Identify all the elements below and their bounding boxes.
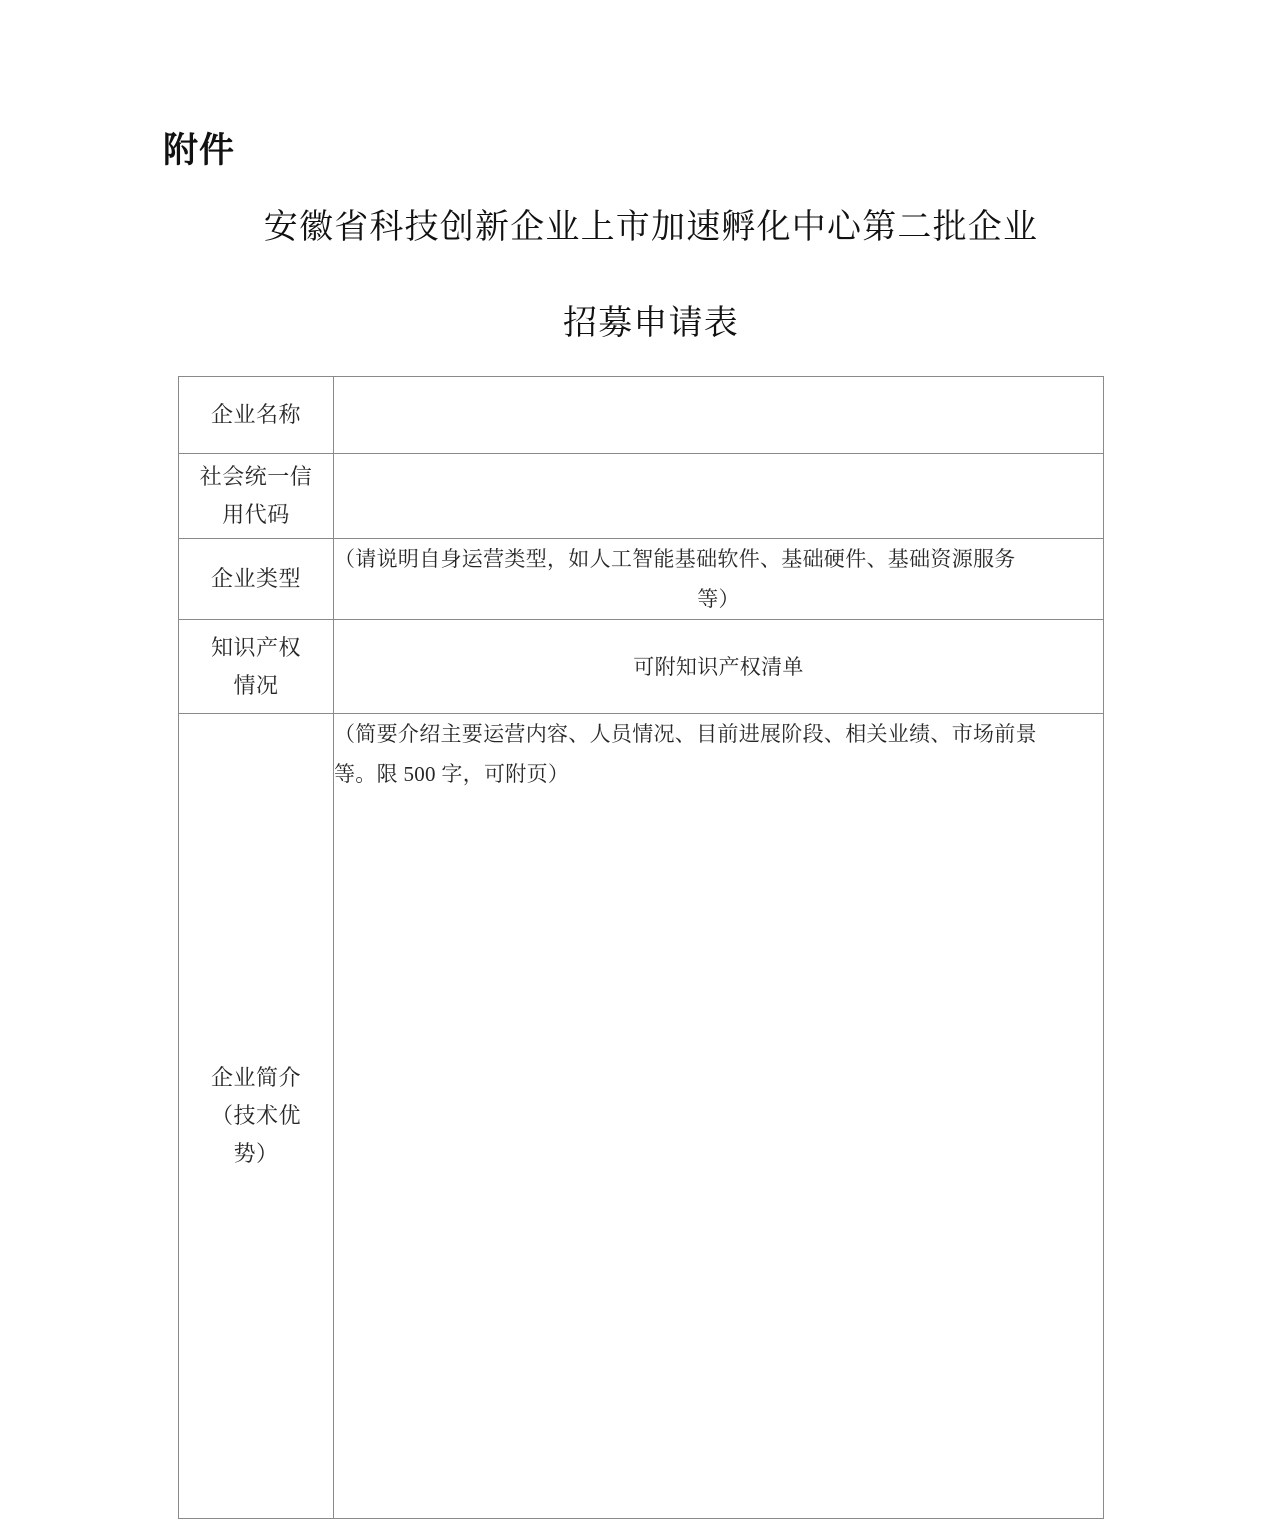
row-label-company-profile xyxy=(179,714,334,1519)
title-line-secondary: 招募申请表 xyxy=(563,305,739,342)
row-value-ip-status[interactable] xyxy=(334,620,1104,714)
label-line: 势） xyxy=(233,1141,279,1166)
row-value-company-name[interactable] xyxy=(334,377,1104,454)
table-row xyxy=(179,620,1104,714)
label-line: 社会统一信 xyxy=(199,464,313,489)
label-line: 用代码 xyxy=(222,502,290,527)
label-line: （技术优 xyxy=(210,1103,301,1128)
hint-line: 等。限 500 字，可附页） xyxy=(334,762,570,786)
hint-line: 可附知识产权清单 xyxy=(633,654,804,679)
row-value-company-type[interactable] xyxy=(334,539,1104,620)
label-line: 企业简介 xyxy=(210,1065,301,1090)
hint-line: （简要介绍主要运营内容、人员情况、目前进展阶段、相关业绩、市场前景 xyxy=(334,722,1037,746)
table-row xyxy=(179,454,1104,539)
row-label-company-type xyxy=(179,539,334,620)
label-line: 情况 xyxy=(233,672,279,698)
table-row xyxy=(179,377,1104,454)
row-value-company-profile[interactable] xyxy=(334,714,1104,1519)
row-value-credit-code[interactable] xyxy=(334,454,1104,539)
row-label-ip-status xyxy=(179,620,334,714)
label-line: 企业名称 xyxy=(210,402,301,427)
label-line: 企业类型 xyxy=(210,566,301,591)
attachment-label: 附件 xyxy=(163,131,236,171)
application-form-table xyxy=(178,376,1104,1519)
hint-line: 等） xyxy=(697,587,740,611)
row-label-company-name xyxy=(179,377,334,454)
page-title xyxy=(0,200,1280,352)
table-row xyxy=(179,539,1104,620)
title-line-primary: 安徽省科技创新企业上市加速孵化中心第二批企业 xyxy=(263,209,1039,246)
label-line: 知识产权 xyxy=(210,634,301,660)
row-label-credit-code xyxy=(179,454,334,539)
hint-line: （请说明自身运营类型，如人工智能基础软件、基础硬件、基础资源服务 xyxy=(334,547,1016,571)
table-row xyxy=(179,714,1104,1519)
